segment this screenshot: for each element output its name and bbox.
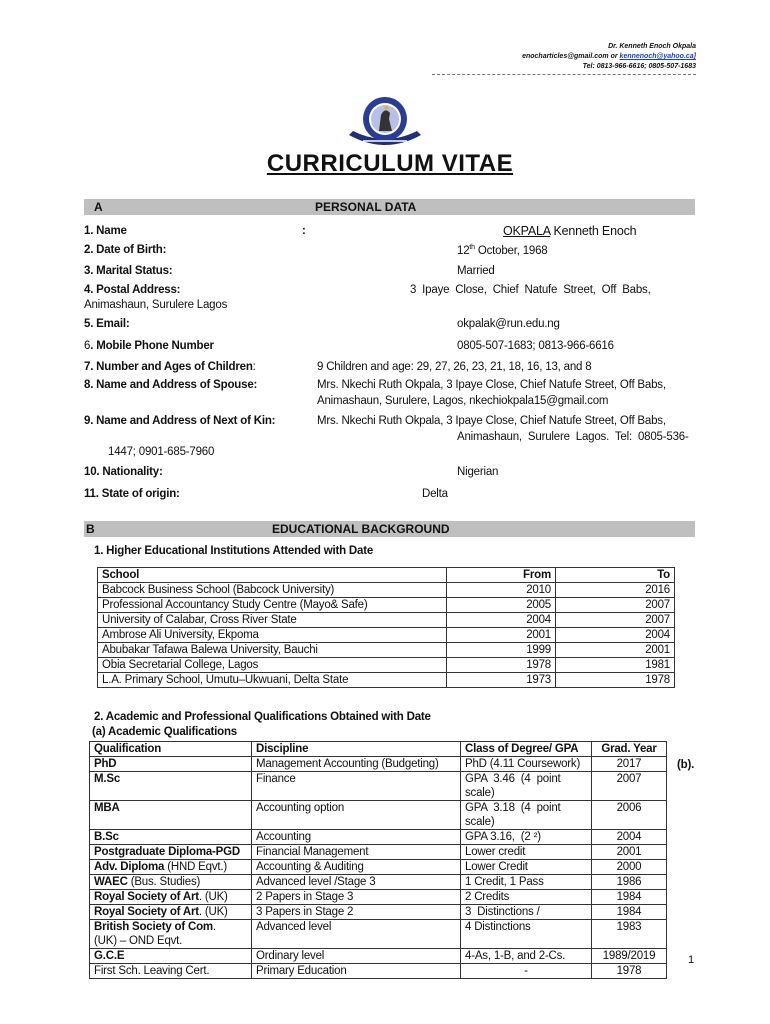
- qualification-class: Lower credit: [461, 845, 592, 860]
- qualifications-subheading: (a) Academic Qualifications: [92, 726, 237, 738]
- qualifications-heading: 2. Academic and Professional Qualifications Obtained with Date: [94, 711, 431, 723]
- qualification-discipline: Accounting & Auditing: [252, 860, 461, 875]
- qualification-class: -: [461, 964, 592, 979]
- qualification-name: B.Sc: [90, 830, 252, 845]
- email-value: okpalak@run.edu.ng: [457, 318, 560, 330]
- institution-to: 1978: [556, 673, 675, 688]
- qualification-name: PhD: [90, 757, 252, 772]
- col-grad-year: Grad. Year: [592, 742, 667, 757]
- institutions-table: [97, 567, 675, 688]
- qualification-discipline: Finance: [252, 772, 461, 801]
- qualification-year: 2004: [592, 830, 667, 845]
- phone-label: 6. Mobile Phone Number: [84, 340, 214, 352]
- qualification-row: [90, 757, 667, 772]
- children-value: 9 Children and age: 29, 27, 26, 23, 21, 18, 16, 13, and 8: [317, 361, 592, 373]
- qualification-name: First Sch. Leaving Cert.: [90, 964, 252, 979]
- postal-line2: Animashaun, Surulere Lagos: [84, 299, 228, 311]
- qualification-discipline: Accounting option: [252, 801, 461, 830]
- qualification-class: 3 Distinctions /: [461, 905, 592, 920]
- qualification-name: WAEC (Bus. Studies): [90, 875, 252, 890]
- qualification-class: Lower Credit: [461, 860, 592, 875]
- kin-line2: Animashaun, Surulere Lagos. Tel: 0805-536-: [457, 431, 689, 443]
- side-note: (b).: [677, 759, 695, 771]
- qualification-year: 1978: [592, 964, 667, 979]
- institution-row: [98, 658, 675, 673]
- qualification-year: 2001: [592, 845, 667, 860]
- institution-from: 2001: [447, 628, 556, 643]
- qualification-row: [90, 964, 667, 979]
- qualification-class: GPA 3.16, (2 ²): [461, 830, 592, 845]
- qualification-discipline: Ordinary level: [252, 949, 461, 964]
- qualification-name: British Society of Com. (UK) – OND Eqvt.: [90, 920, 252, 949]
- institution-from: 1999: [447, 643, 556, 658]
- header-divider: [432, 74, 696, 75]
- institution-row: [98, 598, 675, 613]
- institution-to: 2001: [556, 643, 675, 658]
- qualification-row: [90, 890, 667, 905]
- nationality-label: 10. Nationality:: [84, 466, 163, 478]
- spouse-label: 8. Name and Address of Spouse:: [84, 379, 258, 391]
- qualification-row: [90, 801, 667, 830]
- qualifications-table: [89, 741, 667, 979]
- institution-school: Babcock Business School (Babcock University): [98, 583, 447, 598]
- header-email-link[interactable]: kennenoch@yahoo.ca]: [619, 53, 696, 60]
- qualification-class: GPA 3.46 (4 point scale): [461, 772, 592, 801]
- header-name: Dr. Kenneth Enoch Okpala: [608, 43, 696, 50]
- section-b-bar: [84, 521, 695, 537]
- col-to: To: [556, 568, 675, 583]
- qualification-row: [90, 920, 667, 949]
- institution-from: 1978: [447, 658, 556, 673]
- qualification-row: [90, 860, 667, 875]
- institution-school: University of Calabar, Cross River State: [98, 613, 447, 628]
- marital-value: Married: [457, 265, 495, 277]
- institution-school: Abubakar Tafawa Balewa University, Bauchi: [98, 643, 447, 658]
- kin-label: 9. Name and Address of Next of Kin:: [84, 415, 276, 427]
- section-b-title: EDUCATIONAL BACKGROUND: [272, 522, 450, 536]
- qualification-name: MBA: [90, 801, 252, 830]
- institution-school: L.A. Primary School, Umutu–Ukwuani, Delta State: [98, 673, 447, 688]
- institution-from: 2010: [447, 583, 556, 598]
- institution-row: [98, 583, 675, 598]
- institution-to: 2016: [556, 583, 675, 598]
- dob-label: 2. Date of Birth:: [84, 244, 167, 256]
- postal-line1: 3 Ipaye Close, Chief Natufe Street, Off Babs,: [410, 284, 651, 296]
- qualification-year: 1984: [592, 905, 667, 920]
- col-class: Class of Degree/ GPA: [461, 742, 592, 757]
- qualification-discipline: 3 Papers in Stage 2: [252, 905, 461, 920]
- children-label: 7. Number and Ages of Children:: [84, 361, 256, 373]
- university-crest-logo: [345, 93, 425, 149]
- institution-from: 2005: [447, 598, 556, 613]
- kin-line3: 1447; 0901-685-7960: [108, 446, 215, 458]
- qualification-row: [90, 772, 667, 801]
- qualification-discipline: Advanced level: [252, 920, 461, 949]
- qualification-class: 1 Credit, 1 Pass: [461, 875, 592, 890]
- kin-line1: Mrs. Nkechi Ruth Okpala, 3 Ipaye Close, Chief Natufe Street, Off Babs,: [317, 415, 666, 427]
- qualification-discipline: Accounting: [252, 830, 461, 845]
- qualification-year: 1984: [592, 890, 667, 905]
- header-contact: [522, 42, 696, 72]
- qualification-row: [90, 875, 667, 890]
- qualification-year: 2007: [592, 772, 667, 801]
- postal-label: 4. Postal Address:: [84, 284, 181, 296]
- name-value: [503, 224, 636, 238]
- qualification-discipline: Financial Management: [252, 845, 461, 860]
- qualification-class: GPA 3.18 (4 point scale): [461, 801, 592, 830]
- institution-row: [98, 613, 675, 628]
- institution-school: Obia Secretarial College, Lagos: [98, 658, 447, 673]
- qualification-discipline: Advanced level /Stage 3: [252, 875, 461, 890]
- qualification-class: PhD (4.11 Coursework): [461, 757, 592, 772]
- institution-to: 2004: [556, 628, 675, 643]
- institution-school: Ambrose Ali University, Ekpoma: [98, 628, 447, 643]
- qualification-year: 1989/2019: [592, 949, 667, 964]
- page-number: 1: [688, 954, 694, 966]
- col-school: School: [98, 568, 447, 583]
- institution-school: Professional Accountancy Study Centre (Mayo& Safe): [98, 598, 447, 613]
- qualification-class: 4-As, 1-B, and 2-Cs.: [461, 949, 592, 964]
- qualification-year: 2000: [592, 860, 667, 875]
- phone-value: 0805-507-1683; 0813-966-6616: [457, 340, 614, 352]
- institution-to: 2007: [556, 598, 675, 613]
- header-phones: Tel: 0813-966-6616; 0805-507-1683: [582, 63, 696, 70]
- institution-row: [98, 628, 675, 643]
- qualification-name: Royal Society of Art. (UK): [90, 890, 252, 905]
- col-from: From: [447, 568, 556, 583]
- state-label: 11. State of origin:: [84, 488, 180, 500]
- qualification-row: [90, 949, 667, 964]
- institutions-heading: 1. Higher Educational Institutions Attended with Date: [94, 545, 374, 557]
- qualification-row: [90, 830, 667, 845]
- email-label: 5. Email:: [84, 318, 130, 330]
- qualification-year: 1983: [592, 920, 667, 949]
- section-a-letter: A: [94, 200, 103, 214]
- qualification-class: 2 Credits: [461, 890, 592, 905]
- given-names: Kenneth Enoch: [550, 224, 637, 238]
- qualification-name: G.C.E: [90, 949, 252, 964]
- institution-to: 1981: [556, 658, 675, 673]
- page-title: CURRICULUM VITAE: [266, 150, 514, 177]
- section-a-title: PERSONAL DATA: [315, 200, 417, 214]
- qualification-name: M.Sc: [90, 772, 252, 801]
- section-a-bar: [84, 199, 695, 215]
- institution-row: [98, 673, 675, 688]
- col-discipline: Discipline: [252, 742, 461, 757]
- qualification-name: Adv. Diploma (HND Eqvt.): [90, 860, 252, 875]
- institution-to: 2007: [556, 613, 675, 628]
- nationality-value: Nigerian: [457, 466, 499, 478]
- state-value: Delta: [422, 488, 448, 500]
- qualification-discipline: Primary Education: [252, 964, 461, 979]
- institution-row: [98, 643, 675, 658]
- surname: OKPALA: [503, 224, 551, 238]
- qualification-name: Royal Society of Art. (UK): [90, 905, 252, 920]
- qualification-year: 2017: [592, 757, 667, 772]
- qualification-discipline: Management Accounting (Budgeting): [252, 757, 461, 772]
- dob-value: 12th October, 1968: [457, 244, 548, 257]
- qualification-row: [90, 905, 667, 920]
- qualification-year: 1986: [592, 875, 667, 890]
- qualifications-header-row: [90, 742, 667, 757]
- institution-from: 1973: [447, 673, 556, 688]
- col-qualification: Qualification: [90, 742, 252, 757]
- qualification-name: Postgraduate Diploma-PGD: [90, 845, 252, 860]
- institution-from: 2004: [447, 613, 556, 628]
- section-b-letter: B: [86, 522, 95, 536]
- qualification-discipline: 2 Papers in Stage 3: [252, 890, 461, 905]
- name-colon: :: [302, 225, 306, 237]
- qualification-year: 2006: [592, 801, 667, 830]
- institutions-header-row: [98, 568, 675, 583]
- qualification-class: 4 Distinctions: [461, 920, 592, 949]
- name-label: 1. Name: [84, 225, 127, 237]
- qualification-row: [90, 845, 667, 860]
- spouse-line2: Animashaun, Surulere, Lagos, nkechiokpala15@gmail.com: [317, 395, 609, 407]
- marital-label: 3. Marital Status:: [84, 265, 173, 277]
- spouse-line1: Mrs. Nkechi Ruth Okpala, 3 Ipaye Close, Chief Natufe Street, Off Babs,: [317, 379, 666, 391]
- header-email: enocharticles@gmail.com or kennenoch@yahoo.ca]: [522, 53, 696, 60]
